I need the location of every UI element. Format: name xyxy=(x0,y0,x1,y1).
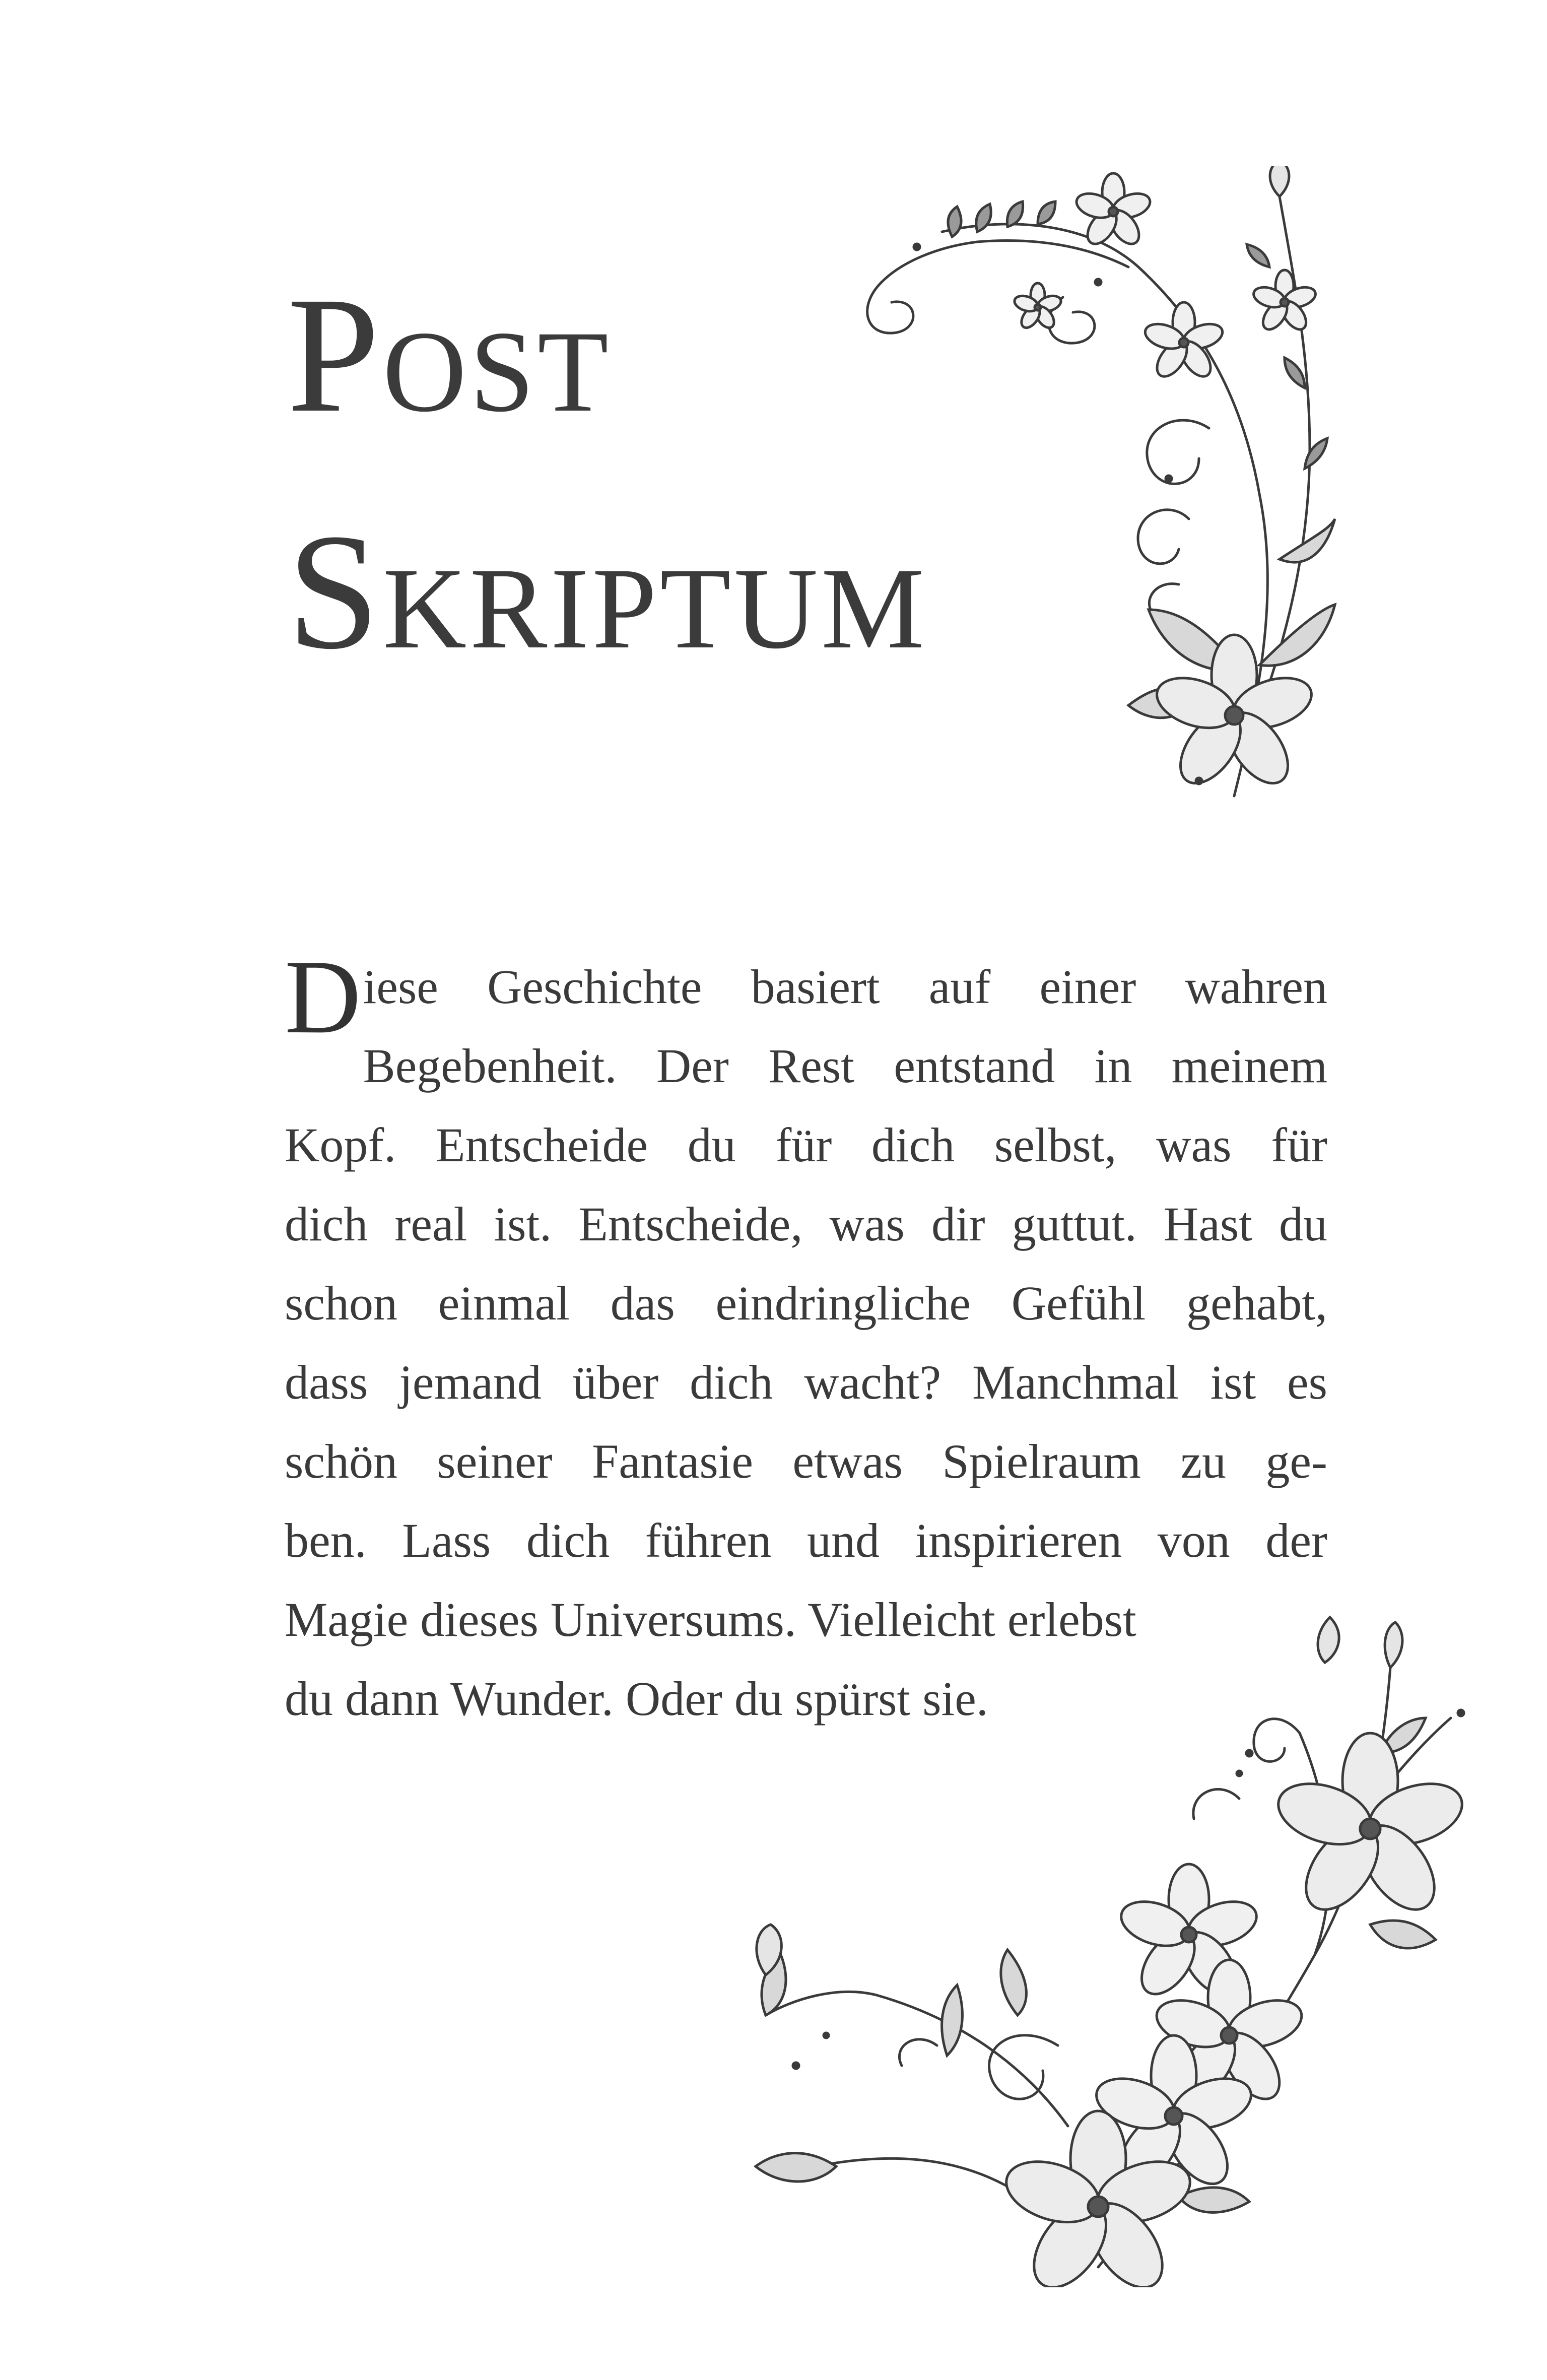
body-line: schon einmal das eindringliche Gefühl gehabt, xyxy=(285,1276,1327,1330)
body-line: Magie dieses Universums. Vielleicht erlebst xyxy=(285,1593,1136,1646)
page-title-line-1: Post xyxy=(287,263,612,447)
body-line: ben. Lass dich führen und inspirieren von der xyxy=(285,1513,1327,1567)
floral-ornament-top-right-icon xyxy=(826,166,1340,811)
body-line: schön seiner Fantasie etwas Spielraum zu ge- xyxy=(285,1434,1327,1488)
body-line: Begebenheit. Der Rest entstand in meinem xyxy=(363,1039,1327,1093)
body-line: dich real ist. Entscheide, was dir guttut. Hast du xyxy=(285,1197,1327,1251)
body-line: dass jemand über dich wacht? Manchmal ist es xyxy=(285,1355,1327,1409)
drop-cap: D xyxy=(285,939,361,1055)
body-line: iese Geschichte basiert auf einer wahren xyxy=(363,960,1327,1014)
body-line: du dann Wunder. Oder du spürst sie. xyxy=(285,1672,988,1726)
page-title-line-2: Skriptum xyxy=(287,500,928,684)
floral-ornament-bottom-right-icon xyxy=(735,1602,1491,2287)
body-line: Kopf. Entscheide du für dich selbst, was für xyxy=(285,1118,1327,1172)
